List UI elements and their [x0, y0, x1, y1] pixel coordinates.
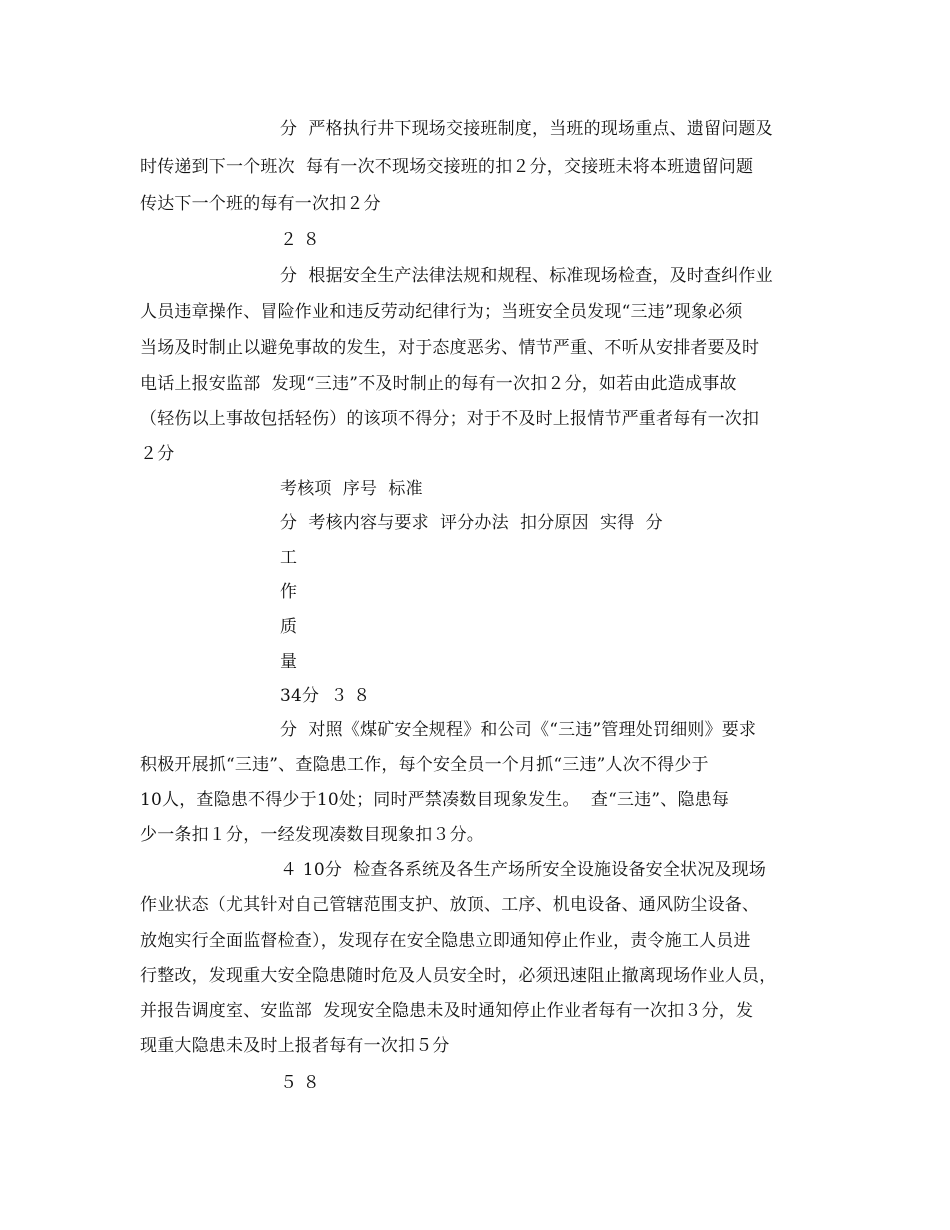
- text-line: 现重大隐患未及时上报者每有一次扣５分: [140, 1036, 450, 1056]
- text-line: 少一条扣１分，一经发现凑数目现象扣３分。: [140, 825, 484, 845]
- text-line: 10人，查隐患不得少于10处；同时严禁凑数目现象发生。 查“三违”、隐患每: [140, 790, 730, 810]
- text-line: 考核项 序号 标准: [280, 479, 423, 499]
- text-line: 分 严格执行井下现场交接班制度，当班的现场重点、遗留问题及: [280, 119, 773, 139]
- text-line: 传达下一个班的每有一次扣２分: [140, 194, 381, 214]
- text-line: 行整改，发现重大安全隐患随时危及人员安全时，必须迅速阻止撤离现场作业人员，: [140, 966, 777, 986]
- text-line: 放炮实行全面监督检查），发现存在安全隐患立即通知停止作业，责令施工人员进: [140, 931, 751, 951]
- text-line: 分 对照《煤矿安全规程》和公司《“三违”管理处罚细则》要求: [280, 720, 757, 740]
- text-line: 时传递到下一个班次 每有一次不现场交接班的扣２分，交接班未将本班遗留问题: [140, 157, 754, 177]
- text-line: （轻伤以上事故包括轻伤）的该项不得分；对于不及时上报情节严重者每有一次扣: [140, 409, 760, 429]
- text-line: 当场及时制止以避免事故的发生，对于态度恶劣、情节严重、不听从安排者要及时: [140, 338, 760, 358]
- text-line: 质: [280, 617, 298, 637]
- text-line: 人员违章操作、冒险作业和违反劳动纪律行为；当班安全员发现“三违”现象必须: [140, 302, 743, 322]
- text-line: 积极开展抓“三违”、查隐患工作，每个安全员一个月抓“三违”人次不得少于: [140, 755, 709, 775]
- text-line: 工: [280, 548, 298, 568]
- text-line: 电话上报安监部 发现“三违”不及时制止的每有一次扣２分，如若由此造成事故: [140, 374, 737, 394]
- text-line: ４ 10分 检查各系统及各生产场所安全设施设备安全状况及现场: [280, 860, 767, 880]
- text-line: 并报告调度室、安监部 发现安全隐患未及时通知停止作业者每有一次扣３分，发: [140, 1001, 754, 1021]
- text-line: 分 考核内容与要求 评分办法 扣分原因 实得 分: [280, 513, 663, 533]
- text-line: ５ ８: [280, 1073, 321, 1093]
- text-line: 作业状态（尤其针对自己管辖范围支护、放顶、工序、机电设备、通风防尘设备、: [140, 895, 760, 915]
- text-line: 量: [280, 652, 298, 672]
- text-line: 34分 ３ ８: [280, 686, 371, 706]
- text-line: 作: [280, 582, 298, 602]
- text-line: ２ ８: [280, 230, 321, 250]
- text-line: 分 根据安全生产法律法规和规程、标准现场检查，及时查纠作业: [280, 266, 773, 286]
- text-line: ２分: [140, 444, 175, 464]
